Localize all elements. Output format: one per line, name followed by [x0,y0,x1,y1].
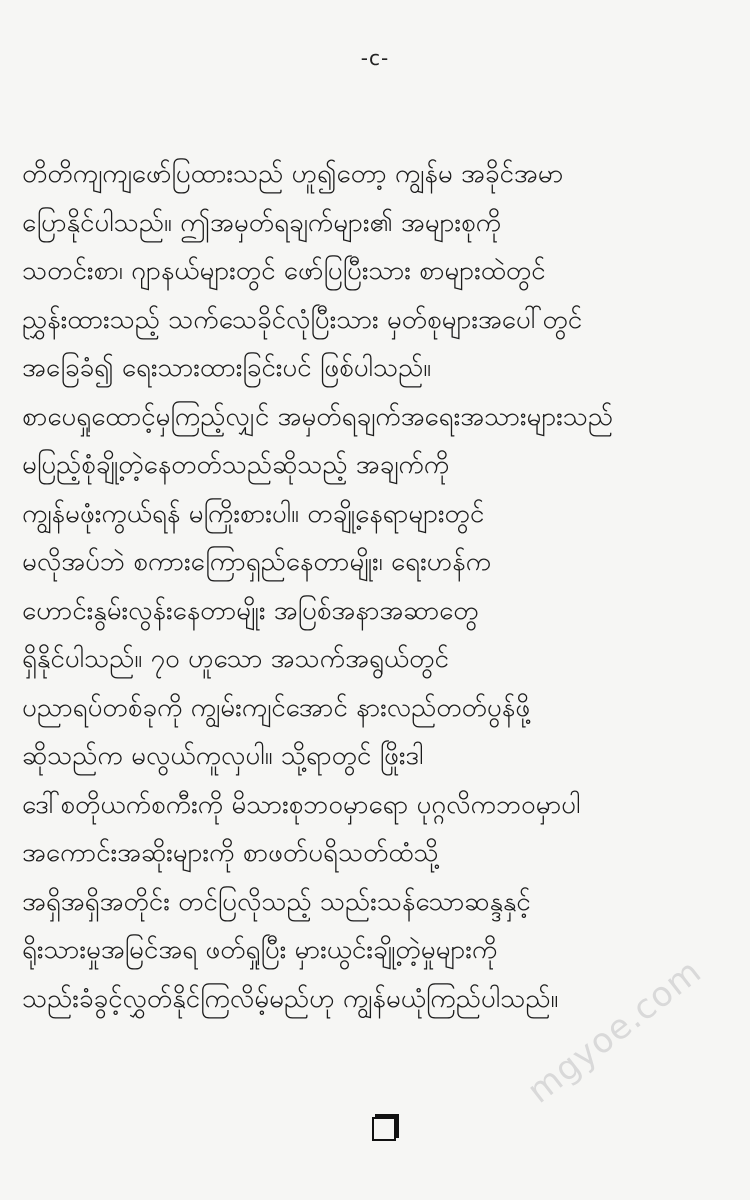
page-number: -c- [360,46,390,70]
text-line: ညွှန်းထားသည့် သက်သေခိုင်လုံပြီးသား မှတ်စုများအပေါ်တွင် [22,304,583,335]
text-line: အခြေခံ၍ ရေးသားထားခြင်းပင် ဖြစ်ပါသည်။ [22,353,432,383]
text-line: ရိုးသားမှုအမြင်အရ ဖတ်ရှုပြီး မှားယွင်းချို့တဲ့မှုများကို [22,935,498,965]
watermark: mgyoe.com [520,951,710,1112]
text-line: သည်းခံခွင့်လွှတ်နိုင်ကြလိမ့်မည်ဟု ကျွန်မယုံကြည်ပါသည်။ [22,983,559,1014]
end-of-section-box-icon [372,1117,396,1141]
text-line: မလိုအပ်ဘဲ စကားကြောရှည်နေတာမျိုး၊ ရေးဟန်က [22,547,492,577]
body-text [22,150,738,1023]
text-line: အကောင်းအဆိုးများကို စာဖတ်ပရိသတ်ထံသို့ [22,838,439,868]
text-line: တိတိကျကျဖော်ပြထားသည် ဟူ၍တော့ ကျွန်မ အခိုင်အမာ [22,159,564,189]
text-line: ဟောင်းနွမ်းလွန်းနေတာမျိုး အပြစ်အနာအဆာတွေ [22,595,479,626]
text-line: ပြောနိုင်ပါသည်။ ဤအမှတ်ရချက်များ၏ အများစုကို [22,207,502,238]
text-line: မပြည့်စုံချို့တဲ့နေတတ်သည်ဆိုသည့် အချက်ကို [22,450,450,480]
text-line: ပညာရပ်တစ်ခုကို ကျွမ်းကျင်အောင် နားလည်တတ်ပွန်ဖို့ [22,692,531,723]
text-line: စာပေရှုထောင့်မှကြည့်လျှင် အမှတ်ရချက်အရေးအသားများသည် [22,401,614,432]
text-line: အရှိအရှိအတိုင်း တင်ပြလိုသည့် သည်းသန်သောဆန္ဒနှင့် [22,886,531,917]
text-line: ဆိုသည်က မလွယ်ကူလှပါ။ သို့ရာတွင် ဖြိုးဒါ [22,741,424,771]
text-line: ကျွန်မဖုံးကွယ်ရန် မကြိုးစားပါ။ တချို့နေရာများတွင် [22,498,485,529]
text-line: ဒေါ်စတိုယက်စကီးကို မိသားစုဘဝမှာရော ပုဂ္ဂလိကဘဝမှာပါ [22,789,581,820]
text-line: သတင်းစာ၊ ဂျာနယ်များတွင် ဖော်ပြပြီးသား စာများထဲတွင် [22,256,546,286]
text-line: ရှိနိုင်ပါသည်။ ၇၀ ဟူသော အသက်အရွယ်တွင် [22,644,449,674]
